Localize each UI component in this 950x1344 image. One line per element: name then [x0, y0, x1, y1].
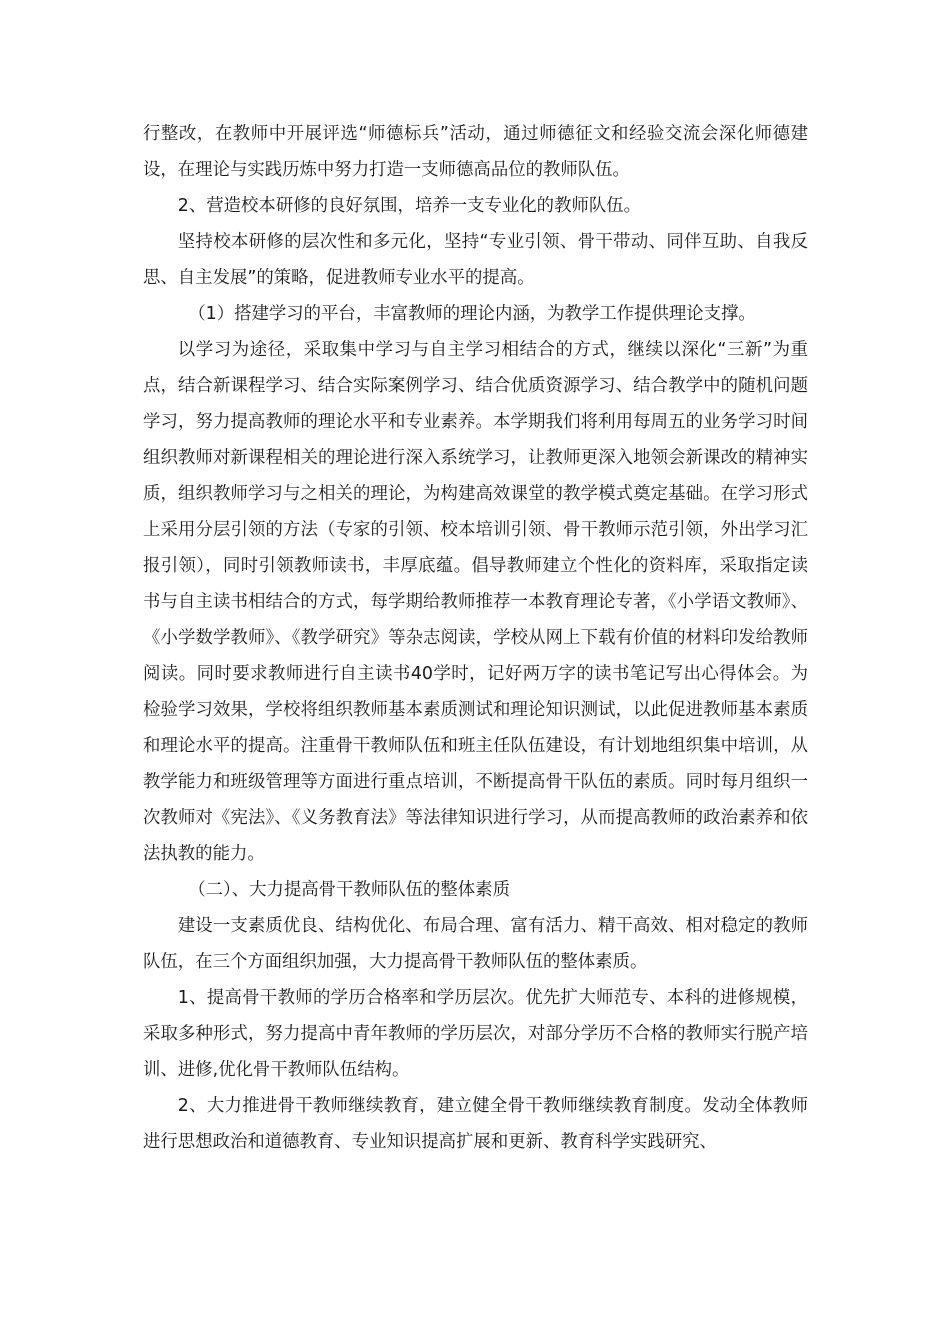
paragraph-learning: 以学习为途径，采取集中学习与自主学习相结合的方式，继续以深化“三新”为重点，结合新课程学习、结合实际案例学习、结合优质资源学习、结合教学中的随机问题学习，努力提高教师的理论水平和专业素养。本学期我们将利用每周五的业务学习时间组织教师对新课程相关的理论进行深入系统学习，让教师更深入地领会新课改的精神实质，组织教师学习与之相关的理论，为构建高效课堂的教学模式奠定基础。在学习形式上采用分层引领的方法（专家的引领、校本培训引领、骨干教师示范引领，外出学习汇报引领），同时引领教师读书，丰厚底蕴。倡导教师建立个性化的资料库，采取指定读书与自主读书相结合的方式，每学期给教师推荐一本教育理论专著，《小学语文教师》、《小学数学教师》、《教学研究》等杂志阅读，学校从网上下载有价值的材料印发给教师阅读。同时要求教师进行自主读书40学时，记好两万字的读书笔记写出心得体会。为检验学习效果，学校将组织教师基本素质测试和理论知识测试，以此促进教师基本素质和理论水平的提高。注重骨干教师队伍和班主任队伍建设，有计划地组织集中培训，从教学能力和班级管理等方面进行重点培训，不断提高骨干队伍的素质。同时每月组织一次教师对《宪法》、《义务教育法》等法律知识进行学习，从而提高教师的政治素养和依法执教的能力。: [143, 340, 808, 864]
paragraph-continuation: 行整改，在教师中开展评选“师德标兵”活动，通过师德征文和经验交流会深化师德建设，在理论与实践历炼中努力打造一支师德高品位的教师队伍。: [143, 124, 808, 180]
paragraph-item-1: 1、提高骨干教师的学历合格率和学历层次。优先扩大师范专、本科的进修规模，采取多种形式，努力提高中青年教师的学历层次，对部分学历不合格的教师实行脱产培训、进修,优化骨干教师队伍结构。: [143, 988, 808, 1080]
paragraph-team-building: 建设一支素质优良、结构优化、布局合理、富有活力、精干高效、相对稳定的教师队伍，在三个方面组织加强，大力提高骨干教师队伍的整体素质。: [143, 916, 808, 972]
paragraph-heading-2: 2、营造校本研修的良好氛围，培养一支专业化的教师队伍。: [177, 196, 642, 216]
paragraph-strategy: 坚持校本研修的层次性和多元化，坚持“专业引领、骨干带动、同伴互助、自我反思、自主发展”的策略，促进教师专业水平的提高。: [143, 232, 808, 288]
paragraph-subheading-1: （1）搭建学习的平台，丰富教师的理论内涵，为教学工作提供理论支撑。: [188, 304, 756, 324]
paragraph-section-heading: （二）、大力提高骨干教师队伍的整体素质: [188, 880, 510, 900]
document-body: [143, 116, 808, 1160]
paragraph-item-2: 2、大力推进骨干教师继续教育，建立健全骨干教师继续教育制度。发动全体教师进行思想政治和道德教育、专业知识提高扩展和更新、教育科学实践研究、: [143, 1096, 808, 1152]
